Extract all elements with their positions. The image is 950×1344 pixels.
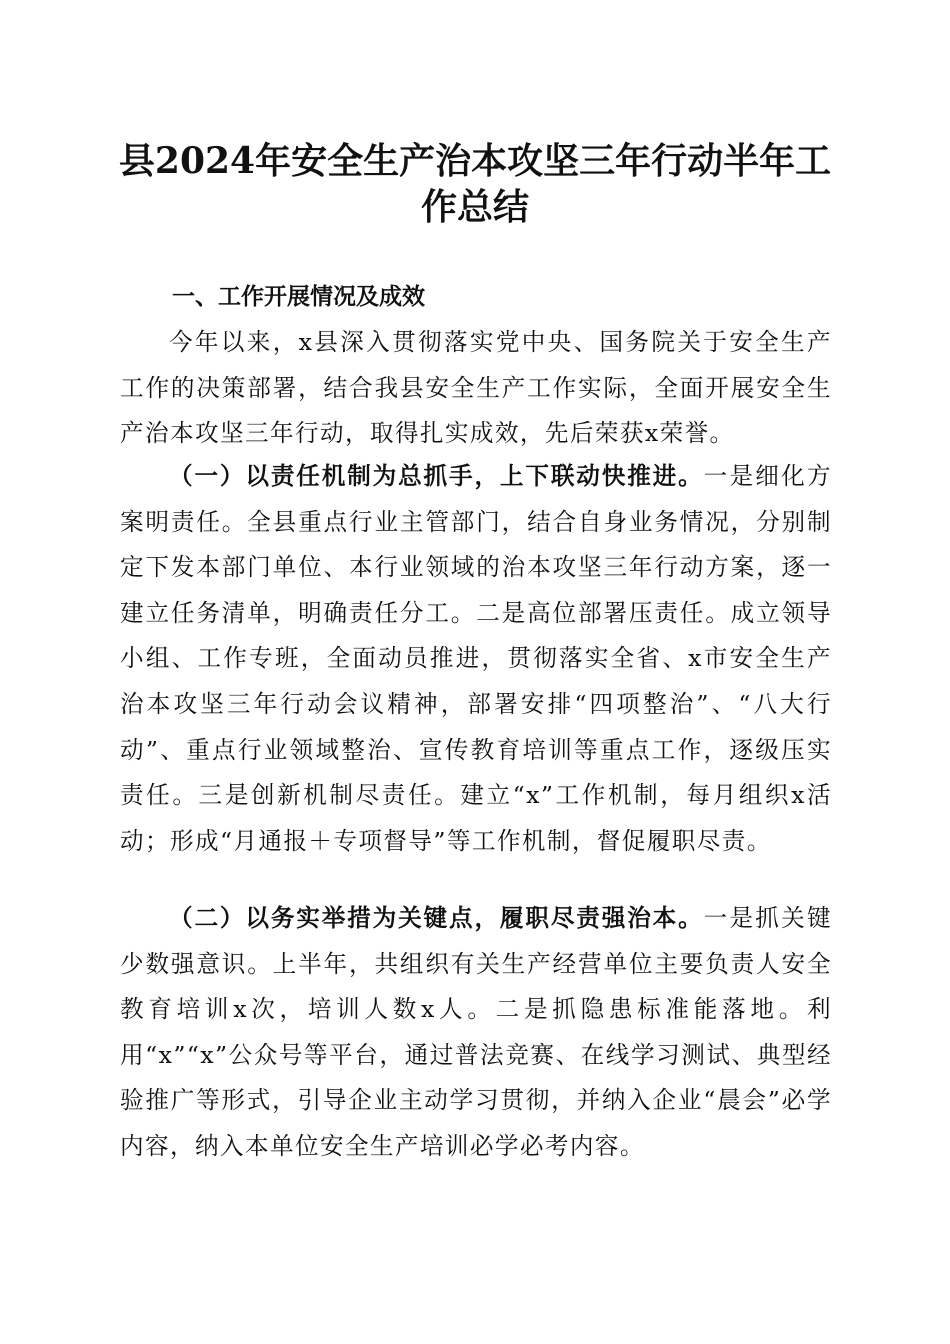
subsection-2-heading: （二）以务实举措为关键点，履职尽责强治本。 bbox=[169, 904, 704, 932]
document-title-line-2: 作总结 bbox=[420, 186, 529, 228]
intro-paragraph: 今年以来，x县深入贯彻落实党中央、国务院关于安全生产工作的决策部署，结合我县安全生产工作实际，全面开展安全生产治本攻坚三年行动，取得扎实成效，先后荣获x荣誉。 bbox=[120, 328, 832, 448]
section-heading: 一、工作开展情况及成效 bbox=[172, 284, 425, 310]
document-title-line-1: 县2024年安全生产治本攻坚三年行动半年工 bbox=[118, 140, 832, 182]
subsection-1-paragraph bbox=[120, 454, 832, 864]
subsection-2-body: 一是抓关键少数强意识。上半年，共组织有关生产经营单位主要负责人安全教育培训x次，培训人数x人。二是抓隐患标准能落地。利用“x”“x”公众号等平台，通过普法竞赛、在线学习测试、典型经验推广等形式，引导企业主动学习贯彻，并纳入企业“晨会”必学内容，纳入本单位安全生产培训必学必考内容。 bbox=[120, 904, 833, 1160]
subsection-1-heading: （一）以责任机制为总抓手，上下联动快推进。 bbox=[169, 462, 704, 490]
subsection-1-body: 一是细化方案明责任。全县重点行业主管部门，结合自身业务情况，分别制定下发本部门单位、本行业领域的治本攻坚三年行动方案，逐一建立任务清单，明确责任分工。二是高位部署压责任。成立领导小组、工作专班，全面动员推进，贯彻落实全省、x市安全生产治本攻坚三年行动会议精神，部署安排“四项整治”、“八大行动”、重点行业领域整治、宣传教育培训等重点工作，逐级压实责任。三是创新机制尽责任。建立“x”工作机制，每月组织x活动；形成“月通报＋专项督导”等工作机制，督促履职尽责。 bbox=[120, 462, 833, 855]
subsection-2-paragraph bbox=[120, 896, 832, 1170]
